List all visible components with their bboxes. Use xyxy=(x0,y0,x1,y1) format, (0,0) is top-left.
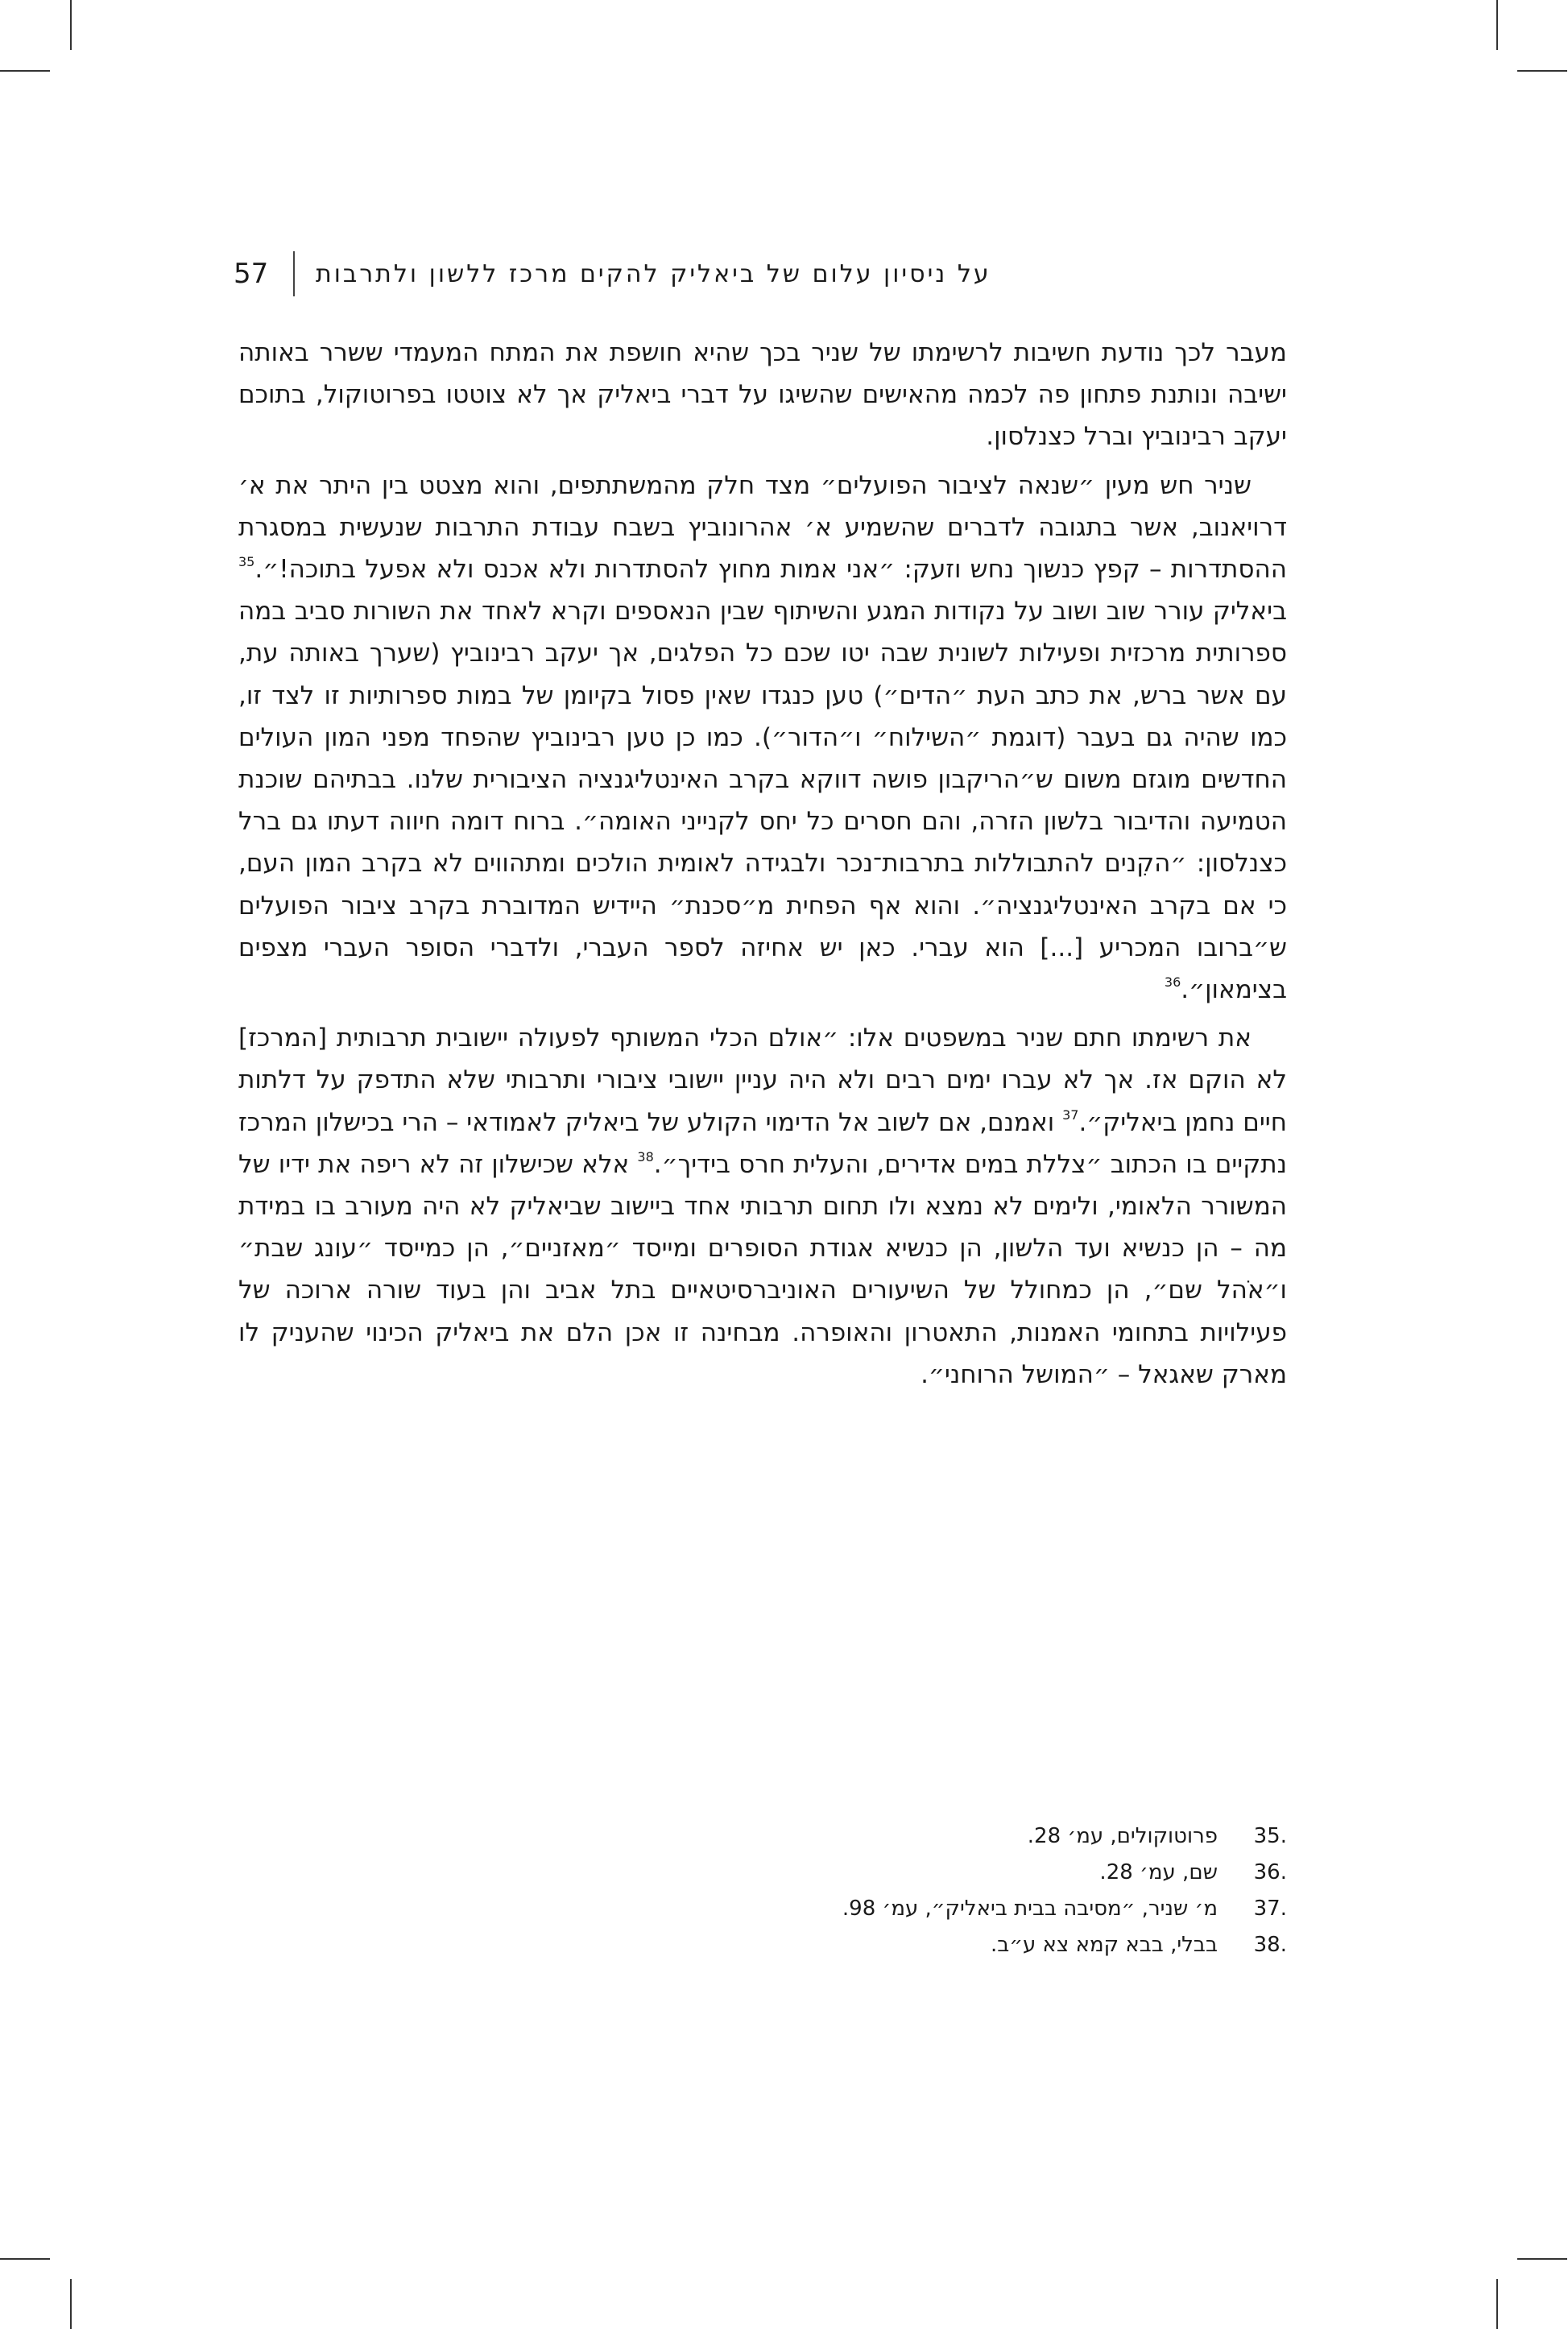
footnotes xyxy=(238,1818,1287,1963)
running-title: על ניסיון עלום של ביאליק להקים מרכז ללשון ולתרבות xyxy=(316,259,991,288)
paragraph-text: את רשימתו חתם שניר במשפטים אלו: ״אולם הכלי המשותף לפעולה יישובית תרבותית [המרכז] לא הוקם אז. אך לא עברו ימים רבים ולא היה עניין יישובי ציבורי ותרבותי שלא התדפק על דלתות חיים נחמן ביאליק״. xyxy=(238,1024,1287,1137)
footnote-marker: 37 xyxy=(1062,1107,1079,1123)
body-text xyxy=(238,332,1287,1396)
paragraph-text: מעבר לכך נודעת חשיבות לרשימתו של שניר בכך שהיא חושפת את המתח המעמדי ששרר באותה ישיבה ונותנת פתחון פה לכמה מהאישים שהשיגו על דברי ביאליק אך לא צוטטו בפרוטוקול, בתוכם יעקב רבינוביץ וברל כצנלסון. xyxy=(238,338,1287,452)
crop-mark-top-right-horizontal xyxy=(1517,70,1567,72)
crop-mark-top-right-vertical xyxy=(1496,0,1498,50)
footnote xyxy=(238,1855,1287,1891)
footnote-number: 38. xyxy=(1253,1933,1287,1957)
footnote-marker: 35 xyxy=(238,554,255,570)
page-number: 57 xyxy=(234,258,269,290)
crop-mark-top-left-horizontal xyxy=(0,70,50,72)
footnote xyxy=(238,1927,1287,1963)
paragraph xyxy=(238,1017,1287,1396)
footnote-text: בבלי, בבא קמא צא ע״ב. xyxy=(990,1933,1218,1957)
footnote-number: 36. xyxy=(1253,1860,1287,1884)
paragraph-text: אלא שכישלון זה לא ריפה את ידיו של המשורר הלאומי, ולימים לא נמצא ולו תחום תרבותי אחד ביישוב שביאליק לא היה מעורב בו במידת מה – הן כנשיא ועד הלשון, הן כנשיא אגודת הסופרים ומייסד ״מאזניים״, הן כמייסד ״עונג שבת״ ו״אֹהל שם״, הן כמחולל של השיעורים האוניברסיטאיים בתל אביב והן בעוד שורה ארוכה של פעילויות בתחומי האמנות, התאטרון והאופרה. מבחינה זו אכן הלם את ביאליק הכינוי שהעניק לו מארק שאגאל – ״המושל הרוחני״. xyxy=(238,1149,1287,1389)
footnote-marker: 36 xyxy=(1164,974,1181,991)
paragraph xyxy=(238,465,1287,1011)
crop-mark-bottom-right-vertical xyxy=(1496,2279,1498,2329)
paragraph xyxy=(238,332,1287,458)
running-header xyxy=(234,251,1049,296)
crop-mark-bottom-left-horizontal xyxy=(0,2258,50,2260)
footnote-marker: 38 xyxy=(637,1148,654,1164)
footnote-text: מ׳ שניר, ״מסיבה בבית ביאליק״, עמ׳ 98. xyxy=(842,1897,1218,1921)
crop-mark-bottom-left-vertical xyxy=(70,2279,72,2329)
crop-mark-top-left-vertical xyxy=(70,0,72,50)
footnote-number: 37. xyxy=(1253,1897,1287,1921)
footnote-text: שם, עמ׳ 28. xyxy=(1099,1860,1218,1884)
footnote-text: פרוטוקולים, עמ׳ 28. xyxy=(1027,1824,1218,1848)
header-divider xyxy=(293,251,295,296)
footnote-number: 35. xyxy=(1253,1824,1287,1848)
paragraph-text: שניר חש מעין ״שנאה לציבור הפועלים״ מצד חלק מהמשתתפים, והוא מצטט בין היתר את א׳ דרויאנוב, אשר בתגובה לדברים שהשמיע א׳ אהרונוביץ בשבח עבודת התרבות שנעשית במסגרת ההסתדרות – קפץ כנשוך נחש וזעק: ״אני אמות מחוץ להסתדרות ולא אכנס ולא אפעל בתוכה!״. xyxy=(238,470,1287,585)
paragraph-text: ביאליק עורר שוב ושוב על נקודות המגע והשיתוף שבין הנאספים וקרא לאחד את השורות סביב במה ספרותית מרכזית ופעילות לשונית שבה יטו שכם כל הפלגים, אך יעקב רבינוביץ (שערך באותה עת, עם אשר ברש, את כתב העת ״הדים״) טען כנגדו שאין פסול בקיומן של במות ספרותיות זו לצד זו, כמו שהיה גם בעבר (דוגמת ״השילוח״ ו״הדור״). כמו כן טען רבינוביץ שהפחד מפני המון העולים החדשים מוגזם משום ש״הריקבון פושה דווקא בקרב האינטליגנציה הציבורית שלנו. בבתיהם שוכנת הטמיעה והדיבור בלשון הזרה, והם חסרים כל יחס לקנייני האומה״. ברוח דומה חיווה דעתו גם ברל כצנלסון: ״הקִנים להתבוללות בתרבות־נכר ולבגידה לאומית הולכים ומתהווים לא בקרב המון העם, כי אם בקרב האינטליגנציה״. והוא אף הפחית מ״סכנת״ היידיש המדוברת בקרב ציבור הפועלים ש״ברובו המכריע [...] הוא עברי. כאן יש אחיזה לספר העברי, ולדברי הסופר העברי מצפים בצימאון״. xyxy=(238,597,1287,1005)
footnote xyxy=(238,1818,1287,1855)
crop-mark-bottom-right-horizontal xyxy=(1517,2258,1567,2260)
footnote xyxy=(238,1891,1287,1927)
paragraph-text: ואמנם, אם לשוב אל הדימוי הקולע של ביאליק לאמודאי – הרי בכישלון המרכז נתקיים בו הכתוב ״צללת במים אדירים, והעלית חרס בידיך״. xyxy=(238,1107,1287,1179)
